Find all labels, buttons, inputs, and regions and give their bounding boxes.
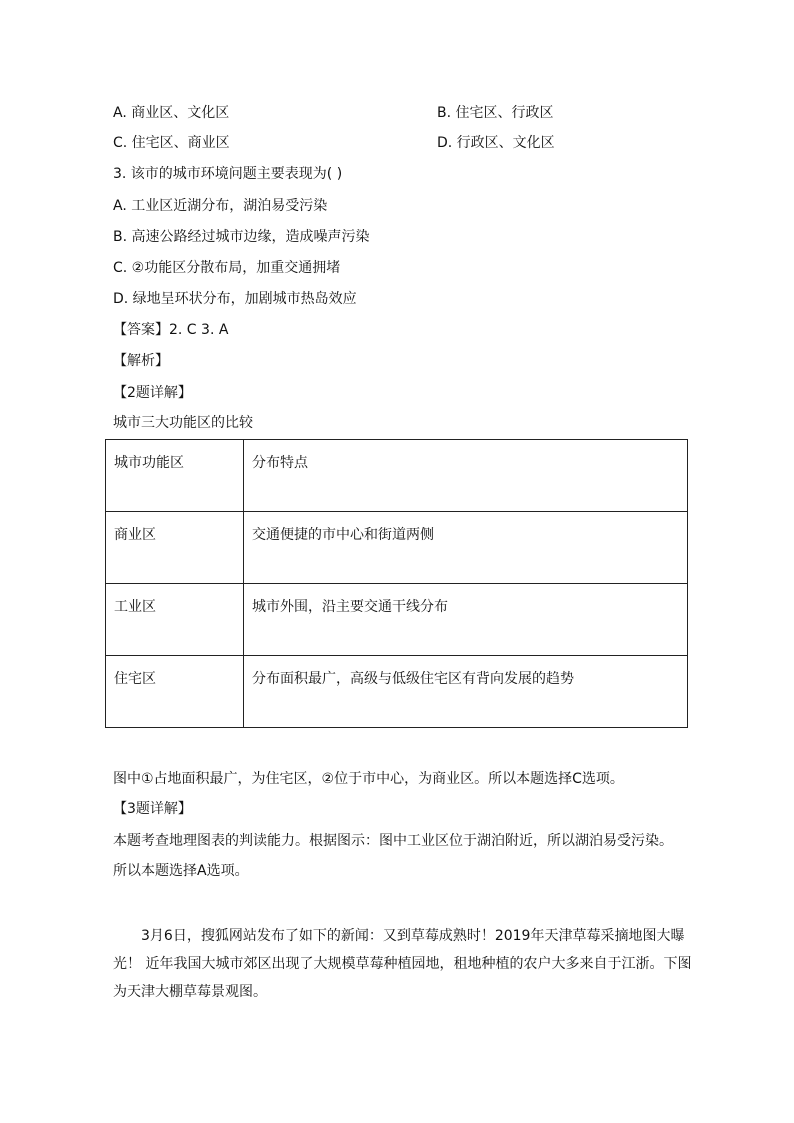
q2-explanation: 图中①占地面积最广，为住宅区，②位于市中心，为商业区。所以本题选择C选项。 <box>113 771 624 787</box>
analysis-heading: 【解析】 <box>113 353 169 369</box>
q3-explanation-line-1: 本题考查地理图表的判读能力。根据图示：图中工业区位于湖泊附近，所以湖泊易受污染。 <box>113 833 673 849</box>
q2-detail-heading: 【2题详解】 <box>113 385 192 401</box>
q3-stem: 3. 该市的城市环境问题主要表现为( ) <box>113 166 343 182</box>
function-zone-table <box>105 439 688 728</box>
q2-option-b: B. 住宅区、行政区 <box>437 105 554 121</box>
table-cell: 住宅区 <box>106 656 244 728</box>
table-cell: 商业区 <box>106 512 244 584</box>
q3-option-a: A. 工业区近湖分布，湖泊易受污染 <box>113 198 328 214</box>
table-row <box>106 584 688 656</box>
q3-explanation-line-2: 所以本题选择A选项。 <box>113 863 249 879</box>
table-cell: 城市外围，沿主要交通干线分布 <box>244 584 688 656</box>
q3-option-c: C. ②功能区分散布局，加重交通拥堵 <box>113 260 341 276</box>
q3-option-d: D. 绿地呈环状分布，加剧城市热岛效应 <box>113 291 357 307</box>
q3-detail-heading: 【3题详解】 <box>113 801 192 817</box>
table-cell: 交通便捷的市中心和街道两侧 <box>244 512 688 584</box>
table-cell: 工业区 <box>106 584 244 656</box>
q2-option-c: C. 住宅区、商业区 <box>113 135 230 151</box>
answer-line: 【答案】2. C 3. A <box>113 322 229 338</box>
q3-option-b: B. 高速公路经过城市边缘，造成噪声污染 <box>113 229 370 245</box>
table-header-row <box>106 440 688 512</box>
q2-option-a: A. 商业区、文化区 <box>113 105 230 121</box>
table-row <box>106 656 688 728</box>
q2-option-d: D. 行政区、文化区 <box>437 135 555 151</box>
news-paragraph: 3月6日，搜狐网站发布了如下的新闻：又到草莓成熟时！2019年天津草莓采摘地图大曝光！ 近年我国大城市郊区出现了大规模草莓种植园地，租地种植的农户大多来自于江浙。下图为天津大棚草莓景观图。 <box>113 928 692 1000</box>
table-row <box>106 512 688 584</box>
table-title: 城市三大功能区的比较 <box>113 415 253 431</box>
table-cell: 分布面积最广，高级与低级住宅区有背向发展的趋势 <box>244 656 688 728</box>
table-header-cell: 分布特点 <box>244 440 688 512</box>
table-header-cell: 城市功能区 <box>106 440 244 512</box>
